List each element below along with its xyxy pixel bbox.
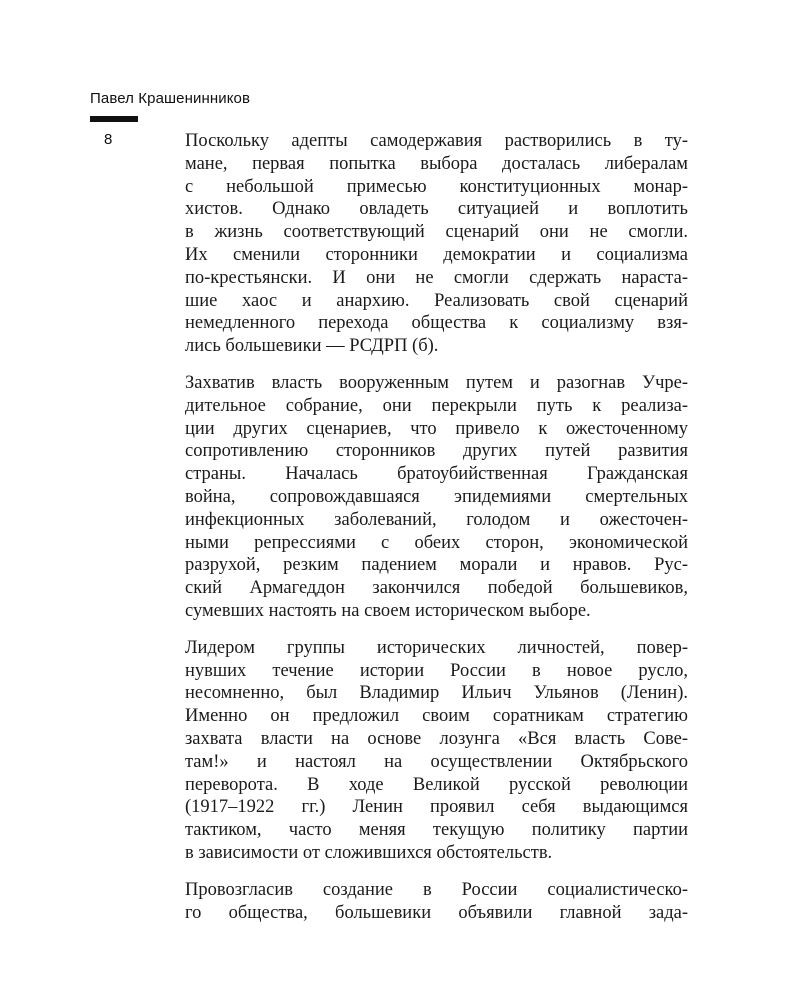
text-line: Лидером группы исторических личностей, повер- <box>185 637 688 658</box>
text-line: в жизнь соответствующий сценарий они не смогли. <box>185 222 688 243</box>
text-line: несомненно, был Владимир Ильич Ульянов (Ленин). <box>185 683 688 704</box>
body-text <box>185 130 688 938</box>
text-line: с небольшой примесью конституционных монар- <box>185 176 688 197</box>
text-line: переворота. В ходе Великой русской революции <box>185 774 688 795</box>
text-line: по-крестьянски. И они не смогли сдержать нараста- <box>185 267 688 288</box>
text-line: шие хаос и анархию. Реализовать свой сценарий <box>185 290 688 311</box>
text-line: ский Армагеддон закончился победой большевиков, <box>185 578 688 599</box>
text-line: Именно он предложил своим соратникам стратегию <box>185 706 688 727</box>
text-line: хистов. Однако овладеть ситуацией и воплотить <box>185 199 688 220</box>
paragraph-3 <box>185 637 688 865</box>
text-line: война, сопровождавшаяся эпидемиями смертельных <box>185 486 688 507</box>
text-line: дительное собрание, они перекрыли путь к реализа- <box>185 395 688 416</box>
running-head-author: Павел Крашенинников <box>90 90 251 107</box>
text-line: мане, первая попытка выбора досталась либералам <box>185 153 688 174</box>
text-line: го общества, большевики объявили главной зада- <box>185 902 688 923</box>
text-line: сумевших настоять на своем историческом выборе. <box>185 600 591 621</box>
text-line: Провозгласив создание в России социалистическо- <box>185 879 688 900</box>
text-line: ции других сценариев, что привело к ожесточенному <box>185 418 688 439</box>
text-line: сопротивлению сторонников других путей развития <box>185 441 688 462</box>
text-line: лись большевики — РСДРП (б). <box>185 336 439 357</box>
text-line: (1917–1922 гг.) Ленин проявил себя выдающимся <box>185 797 688 818</box>
page-number: 8 <box>104 131 113 148</box>
text-line: тактиком, часто меняя текущую политику партии <box>185 820 688 841</box>
text-line: немедленного перехода общества к социализму взя- <box>185 313 688 334</box>
text-line: Захватив власть вооруженным путем и разогнав Учре- <box>185 372 688 393</box>
paragraph-1 <box>185 130 688 358</box>
text-line: ными репрессиями с обеих сторон, экономической <box>185 532 688 553</box>
text-line: нувших течение истории России в новое русло, <box>185 660 688 681</box>
text-line: там!» и настоял на осуществлении Октябрьского <box>185 751 688 772</box>
text-line: страны. Началась братоубийственная Гражданская <box>185 464 688 485</box>
text-line: захвата власти на основе лозунга «Вся власть Сове- <box>185 728 688 749</box>
text-line: разрухой, резким падением морали и нравов. Рус- <box>185 555 688 576</box>
paragraph-4 <box>185 879 688 925</box>
text-line: Их сменили сторонники демократии и социализма <box>185 244 688 265</box>
paragraph-2 <box>185 372 688 623</box>
text-line: инфекционных заболеваний, голодом и ожесточен- <box>185 509 688 530</box>
text-line: в зависимости от сложившихся обстоятельств. <box>185 842 553 863</box>
text-line: Поскольку адепты самодержавия растворились в ту- <box>185 131 688 151</box>
running-head-rule <box>90 116 138 122</box>
